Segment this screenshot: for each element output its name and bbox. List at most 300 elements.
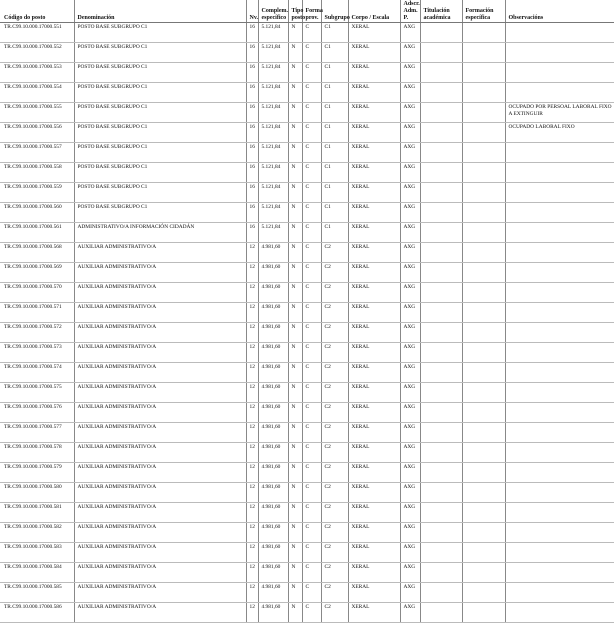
cell-complement: 4.981,60 <box>258 283 288 303</box>
cell-title <box>420 343 462 363</box>
cell-title <box>420 563 462 583</box>
cell-level: 16 <box>246 123 258 143</box>
cell-title <box>420 603 462 623</box>
cell-name: POSTO BASE SUBGRUPO C1 <box>74 83 246 103</box>
cell-title <box>420 43 462 63</box>
cell-form: C <box>302 443 321 463</box>
cell-training <box>462 143 505 163</box>
cell-type: N <box>288 123 302 143</box>
table-row <box>0 463 614 483</box>
cell-training <box>462 43 505 63</box>
cell-type: N <box>288 43 302 63</box>
cell-type: N <box>288 583 302 603</box>
cell-subgroup: C2 <box>321 443 348 463</box>
cell-title <box>420 363 462 383</box>
table-row <box>0 303 614 323</box>
cell-complement: 4.981,60 <box>258 363 288 383</box>
cell-training <box>462 283 505 303</box>
cell-complement: 5.121,84 <box>258 163 288 183</box>
cell-subgroup: C2 <box>321 263 348 283</box>
table-row <box>0 443 614 463</box>
cell-form: C <box>302 223 321 243</box>
cell-form: C <box>302 423 321 443</box>
cell-level: 16 <box>246 23 258 43</box>
cell-corps: XERAL <box>348 503 400 523</box>
cell-name: POSTO BASE SUBGRUPO C1 <box>74 43 246 63</box>
table-body <box>0 23 614 623</box>
cell-complement: 4.981,60 <box>258 403 288 423</box>
table-row <box>0 563 614 583</box>
cell-observations <box>505 563 614 583</box>
cell-subgroup: C2 <box>321 563 348 583</box>
cell-complement: 5.121,84 <box>258 63 288 83</box>
cell-observations <box>505 343 614 363</box>
cell-code: TR.C99.10.000.17000.560 <box>0 203 74 223</box>
cell-name: AUXILIAR ADMINISTRATIVO/A <box>74 363 246 383</box>
column-header-code: Código do posto <box>0 0 74 23</box>
cell-type: N <box>288 383 302 403</box>
cell-training <box>462 463 505 483</box>
cell-name: ADMINISTRATIVO/A INFORMACIÓN CIDADÁN <box>74 223 246 243</box>
cell-type: N <box>288 523 302 543</box>
cell-adm: AXG <box>400 583 420 603</box>
cell-level: 12 <box>246 603 258 623</box>
cell-complement: 5.121,84 <box>258 183 288 203</box>
cell-training <box>462 103 505 123</box>
cell-subgroup: C1 <box>321 123 348 143</box>
cell-title <box>420 103 462 123</box>
cell-complement: 5.121,84 <box>258 143 288 163</box>
cell-adm: AXG <box>400 343 420 363</box>
cell-title <box>420 23 462 43</box>
cell-adm: AXG <box>400 243 420 263</box>
cell-name: POSTO BASE SUBGRUPO C1 <box>74 103 246 123</box>
table-row <box>0 363 614 383</box>
cell-corps: XERAL <box>348 403 400 423</box>
cell-form: C <box>302 363 321 383</box>
cell-subgroup: C1 <box>321 183 348 203</box>
cell-corps: XERAL <box>348 523 400 543</box>
cell-training <box>462 363 505 383</box>
cell-observations <box>505 303 614 323</box>
cell-code: TR.C99.10.000.17000.579 <box>0 463 74 483</box>
cell-form: C <box>302 543 321 563</box>
column-header-form: Forma prov. <box>302 0 321 23</box>
cell-form: C <box>302 23 321 43</box>
cell-form: C <box>302 463 321 483</box>
table-row <box>0 323 614 343</box>
cell-corps: XERAL <box>348 443 400 463</box>
cell-name: POSTO BASE SUBGRUPO C1 <box>74 183 246 203</box>
cell-name: AUXILIAR ADMINISTRATIVO/A <box>74 483 246 503</box>
cell-level: 16 <box>246 143 258 163</box>
cell-subgroup: C2 <box>321 363 348 383</box>
cell-training <box>462 83 505 103</box>
cell-code: TR.C99.10.000.17000.584 <box>0 563 74 583</box>
cell-code: TR.C99.10.000.17000.551 <box>0 23 74 43</box>
table-row <box>0 403 614 423</box>
cell-corps: XERAL <box>348 223 400 243</box>
column-header-title: Titulación académica <box>420 0 462 23</box>
cell-title <box>420 283 462 303</box>
table-row <box>0 263 614 283</box>
cell-title <box>420 183 462 203</box>
cell-corps: XERAL <box>348 183 400 203</box>
cell-corps: XERAL <box>348 583 400 603</box>
cell-type: N <box>288 483 302 503</box>
cell-title <box>420 463 462 483</box>
column-header-level: Nv. <box>246 0 258 23</box>
cell-type: N <box>288 23 302 43</box>
cell-subgroup: C2 <box>321 423 348 443</box>
table-row <box>0 343 614 363</box>
cell-type: N <box>288 63 302 83</box>
cell-adm: AXG <box>400 503 420 523</box>
cell-level: 16 <box>246 183 258 203</box>
cell-title <box>420 163 462 183</box>
cell-adm: AXG <box>400 543 420 563</box>
table-row <box>0 103 614 123</box>
cell-observations: OCUPADO POR PERSOAL LABORAL FIXO A EXTINGUIR <box>505 103 614 123</box>
cell-code: TR.C99.10.000.17000.570 <box>0 283 74 303</box>
cell-corps: XERAL <box>348 203 400 223</box>
cell-observations <box>505 283 614 303</box>
cell-title <box>420 123 462 143</box>
cell-title <box>420 523 462 543</box>
cell-form: C <box>302 503 321 523</box>
cell-form: C <box>302 183 321 203</box>
cell-code: TR.C99.10.000.17000.554 <box>0 83 74 103</box>
cell-type: N <box>288 183 302 203</box>
cell-form: C <box>302 43 321 63</box>
cell-training <box>462 223 505 243</box>
cell-level: 12 <box>246 563 258 583</box>
cell-training <box>462 323 505 343</box>
table-row <box>0 123 614 143</box>
cell-level: 12 <box>246 383 258 403</box>
cell-type: N <box>288 203 302 223</box>
table-row <box>0 83 614 103</box>
column-header-subgroup: Subgrupo <box>321 0 348 23</box>
cell-corps: XERAL <box>348 483 400 503</box>
cell-observations <box>505 263 614 283</box>
cell-observations <box>505 163 614 183</box>
cell-corps: XERAL <box>348 123 400 143</box>
cell-type: N <box>288 503 302 523</box>
cell-level: 16 <box>246 223 258 243</box>
cell-observations <box>505 583 614 603</box>
cell-complement: 5.121,84 <box>258 123 288 143</box>
cell-name: POSTO BASE SUBGRUPO C1 <box>74 143 246 163</box>
cell-subgroup: C2 <box>321 603 348 623</box>
cell-adm: AXG <box>400 483 420 503</box>
cell-subgroup: C1 <box>321 83 348 103</box>
cell-corps: XERAL <box>348 143 400 163</box>
cell-type: N <box>288 343 302 363</box>
cell-title <box>420 323 462 343</box>
table-row <box>0 503 614 523</box>
cell-adm: AXG <box>400 423 420 443</box>
cell-complement: 5.121,84 <box>258 83 288 103</box>
cell-name: POSTO BASE SUBGRUPO C1 <box>74 63 246 83</box>
cell-type: N <box>288 423 302 443</box>
cell-adm: AXG <box>400 183 420 203</box>
cell-type: N <box>288 283 302 303</box>
cell-level: 12 <box>246 283 258 303</box>
cell-name: AUXILIAR ADMINISTRATIVO/A <box>74 343 246 363</box>
cell-training <box>462 243 505 263</box>
cell-code: TR.C99.10.000.17000.571 <box>0 303 74 323</box>
cell-level: 12 <box>246 523 258 543</box>
cell-form: C <box>302 123 321 143</box>
cell-corps: XERAL <box>348 603 400 623</box>
cell-type: N <box>288 163 302 183</box>
cell-observations <box>505 443 614 463</box>
cell-adm: AXG <box>400 463 420 483</box>
cell-level: 16 <box>246 163 258 183</box>
cell-corps: XERAL <box>348 103 400 123</box>
cell-form: C <box>302 63 321 83</box>
cell-adm: AXG <box>400 43 420 63</box>
cell-training <box>462 163 505 183</box>
cell-complement: 4.981,60 <box>258 303 288 323</box>
cell-name: AUXILIAR ADMINISTRATIVO/A <box>74 503 246 523</box>
cell-code: TR.C99.10.000.17000.585 <box>0 583 74 603</box>
cell-type: N <box>288 563 302 583</box>
cell-form: C <box>302 403 321 423</box>
cell-form: C <box>302 483 321 503</box>
cell-level: 16 <box>246 63 258 83</box>
table-row <box>0 143 614 163</box>
table-row <box>0 63 614 83</box>
cell-level: 12 <box>246 263 258 283</box>
cell-corps: XERAL <box>348 563 400 583</box>
cell-observations <box>505 203 614 223</box>
cell-adm: AXG <box>400 83 420 103</box>
cell-subgroup: C2 <box>321 323 348 343</box>
cell-code: TR.C99.10.000.17000.569 <box>0 263 74 283</box>
cell-training <box>462 543 505 563</box>
cell-subgroup: C2 <box>321 303 348 323</box>
cell-complement: 5.121,84 <box>258 203 288 223</box>
cell-corps: XERAL <box>348 343 400 363</box>
cell-name: AUXILIAR ADMINISTRATIVO/A <box>74 323 246 343</box>
cell-subgroup: C2 <box>321 583 348 603</box>
cell-complement: 5.121,84 <box>258 103 288 123</box>
cell-code: TR.C99.10.000.17000.553 <box>0 63 74 83</box>
cell-observations <box>505 403 614 423</box>
cell-level: 16 <box>246 43 258 63</box>
cell-form: C <box>302 243 321 263</box>
cell-level: 12 <box>246 483 258 503</box>
cell-complement: 4.981,60 <box>258 383 288 403</box>
cell-observations <box>505 603 614 623</box>
cell-adm: AXG <box>400 143 420 163</box>
cell-title <box>420 143 462 163</box>
cell-corps: XERAL <box>348 83 400 103</box>
cell-name: AUXILIAR ADMINISTRATIVO/A <box>74 523 246 543</box>
cell-code: TR.C99.10.000.17000.555 <box>0 103 74 123</box>
cell-code: TR.C99.10.000.17000.581 <box>0 503 74 523</box>
cell-complement: 4.981,60 <box>258 483 288 503</box>
cell-corps: XERAL <box>348 163 400 183</box>
cell-name: AUXILIAR ADMINISTRATIVO/A <box>74 263 246 283</box>
cell-code: TR.C99.10.000.17000.580 <box>0 483 74 503</box>
cell-training <box>462 263 505 283</box>
cell-observations <box>505 463 614 483</box>
cell-training <box>462 443 505 463</box>
cell-level: 16 <box>246 103 258 123</box>
table-row <box>0 243 614 263</box>
cell-name: AUXILIAR ADMINISTRATIVO/A <box>74 543 246 563</box>
cell-corps: XERAL <box>348 303 400 323</box>
table-header-row <box>0 0 614 23</box>
column-header-name: Denominación <box>74 0 246 23</box>
cell-level: 12 <box>246 463 258 483</box>
cell-form: C <box>302 583 321 603</box>
cell-type: N <box>288 463 302 483</box>
cell-title <box>420 223 462 243</box>
cell-code: TR.C99.10.000.17000.559 <box>0 183 74 203</box>
column-header-observations: Observacións <box>505 0 614 23</box>
cell-type: N <box>288 543 302 563</box>
cell-observations <box>505 543 614 563</box>
cell-level: 12 <box>246 323 258 343</box>
cell-code: TR.C99.10.000.17000.556 <box>0 123 74 143</box>
cell-name: AUXILIAR ADMINISTRATIVO/A <box>74 443 246 463</box>
cell-code: TR.C99.10.000.17000.583 <box>0 543 74 563</box>
cell-type: N <box>288 323 302 343</box>
cell-training <box>462 203 505 223</box>
cell-form: C <box>302 283 321 303</box>
cell-code: TR.C99.10.000.17000.561 <box>0 223 74 243</box>
cell-complement: 4.981,60 <box>258 603 288 623</box>
cell-name: POSTO BASE SUBGRUPO C1 <box>74 123 246 143</box>
cell-subgroup: C2 <box>321 463 348 483</box>
cell-title <box>420 63 462 83</box>
table-row <box>0 423 614 443</box>
cell-adm: AXG <box>400 63 420 83</box>
cell-observations <box>505 83 614 103</box>
cell-code: TR.C99.10.000.17000.577 <box>0 423 74 443</box>
cell-corps: XERAL <box>348 43 400 63</box>
cell-complement: 4.981,60 <box>258 463 288 483</box>
cell-name: AUXILIAR ADMINISTRATIVO/A <box>74 403 246 423</box>
cell-observations <box>505 523 614 543</box>
cell-code: TR.C99.10.000.17000.557 <box>0 143 74 163</box>
cell-form: C <box>302 603 321 623</box>
cell-training <box>462 23 505 43</box>
cell-complement: 4.981,60 <box>258 323 288 343</box>
cell-training <box>462 123 505 143</box>
cell-subgroup: C1 <box>321 203 348 223</box>
cell-form: C <box>302 523 321 543</box>
cell-complement: 4.981,60 <box>258 583 288 603</box>
cell-code: TR.C99.10.000.17000.573 <box>0 343 74 363</box>
cell-subgroup: C2 <box>321 403 348 423</box>
cell-type: N <box>288 223 302 243</box>
cell-complement: 4.981,60 <box>258 503 288 523</box>
cell-corps: XERAL <box>348 263 400 283</box>
cell-type: N <box>288 263 302 283</box>
cell-subgroup: C1 <box>321 43 348 63</box>
cell-type: N <box>288 303 302 323</box>
cell-corps: XERAL <box>348 423 400 443</box>
cell-adm: AXG <box>400 323 420 343</box>
cell-title <box>420 83 462 103</box>
cell-type: N <box>288 103 302 123</box>
cell-training <box>462 583 505 603</box>
cell-name: POSTO BASE SUBGRUPO C1 <box>74 23 246 43</box>
cell-title <box>420 303 462 323</box>
cell-adm: AXG <box>400 383 420 403</box>
cell-training <box>462 523 505 543</box>
cell-name: AUXILIAR ADMINISTRATIVO/A <box>74 303 246 323</box>
cell-subgroup: C1 <box>321 63 348 83</box>
cell-name: AUXILIAR ADMINISTRATIVO/A <box>74 463 246 483</box>
cell-name: AUXILIAR ADMINISTRATIVO/A <box>74 243 246 263</box>
cell-level: 12 <box>246 343 258 363</box>
cell-complement: 5.121,84 <box>258 23 288 43</box>
cell-training <box>462 63 505 83</box>
table-row <box>0 283 614 303</box>
cell-form: C <box>302 143 321 163</box>
cell-observations <box>505 23 614 43</box>
cell-observations <box>505 503 614 523</box>
cell-observations <box>505 243 614 263</box>
cell-subgroup: C2 <box>321 283 348 303</box>
cell-adm: AXG <box>400 163 420 183</box>
cell-title <box>420 583 462 603</box>
cell-level: 12 <box>246 363 258 383</box>
cell-level: 12 <box>246 243 258 263</box>
cell-adm: AXG <box>400 123 420 143</box>
cell-observations <box>505 43 614 63</box>
cell-name: AUXILIAR ADMINISTRATIVO/A <box>74 283 246 303</box>
cell-subgroup: C1 <box>321 143 348 163</box>
cell-level: 12 <box>246 423 258 443</box>
cell-adm: AXG <box>400 523 420 543</box>
cell-corps: XERAL <box>348 283 400 303</box>
cell-form: C <box>302 163 321 183</box>
cell-code: TR.C99.10.000.17000.586 <box>0 603 74 623</box>
cell-observations <box>505 143 614 163</box>
cell-form: C <box>302 203 321 223</box>
cell-training <box>462 563 505 583</box>
cell-subgroup: C1 <box>321 23 348 43</box>
cell-code: TR.C99.10.000.17000.558 <box>0 163 74 183</box>
cell-level: 12 <box>246 503 258 523</box>
cell-adm: AXG <box>400 283 420 303</box>
cell-form: C <box>302 83 321 103</box>
table-row <box>0 583 614 603</box>
cell-level: 16 <box>246 83 258 103</box>
cell-type: N <box>288 403 302 423</box>
cell-corps: XERAL <box>348 63 400 83</box>
cell-code: TR.C99.10.000.17000.582 <box>0 523 74 543</box>
cell-observations <box>505 183 614 203</box>
table-row <box>0 163 614 183</box>
cell-title <box>420 423 462 443</box>
cell-form: C <box>302 323 321 343</box>
cell-adm: AXG <box>400 203 420 223</box>
cell-corps: XERAL <box>348 463 400 483</box>
cell-name: AUXILIAR ADMINISTRATIVO/A <box>74 383 246 403</box>
cell-form: C <box>302 563 321 583</box>
cell-complement: 4.981,60 <box>258 423 288 443</box>
cell-complement: 4.981,60 <box>258 563 288 583</box>
cell-adm: AXG <box>400 263 420 283</box>
